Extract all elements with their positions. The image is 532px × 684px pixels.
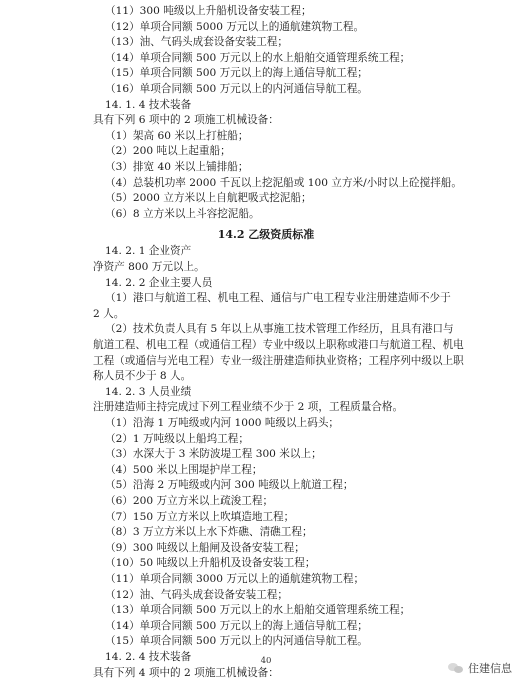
paragraph: 称人员不少于 8 人。 [93,370,192,383]
section-heading: 14. 2. 2 企业主要人员 [105,276,213,289]
list-item: （1）架高 60 米以上打桩船； [105,129,249,142]
paragraph: 具有下列 4 项中的 2 项施工机械设备： [93,666,279,679]
section-heading: 14. 2. 4 技术装备 [105,651,192,663]
paragraph: 2 人。 [93,307,125,320]
list-item: （9）300 吨级以上船闸及设备安装工程； [105,541,305,554]
list-item: （14）单项合同额 500 万元以上的海上通信导航工程； [105,619,368,632]
list-item: （13）油、气码头成套设备安装工程； [105,36,288,49]
list-item: （11）单项合同额 3000 万元以上的通航建筑物工程； [105,573,365,585]
list-item: （5）2000 立方米以上自航耙吸式挖泥船； [105,192,312,205]
list-item: （4）总装机功率 2000 千瓦以上挖泥船或 100 立方米/小时以上砼搅拌船。 [105,176,462,189]
list-item: （6）200 万立方米以上疏浚工程； [105,495,274,507]
section-heading: 14. 2. 3 人员业绩 [105,385,192,398]
list-item: （12）油、气码头成套设备安装工程； [105,588,288,601]
section-heading: 14. 2. 1 企业资产 [105,245,192,258]
list-item: （10）50 吨级以上升船机及设备安装工程； [105,557,316,570]
list-item: （8）3 万立方米以上水下炸礁、清礁工程； [105,526,313,539]
section-title: 14.2 乙级资质标准 [217,228,315,242]
list-item: （7）150 万立方米以上吹填造地工程； [105,510,295,523]
paragraph: 工程（或通信与光电工程）专业一级注册建造师执业资格；工程序列中级以上职 [93,354,464,367]
list-item: （16）单项合同额 500 万元以上的内河通信导航工程。 [105,83,368,95]
brand-watermark [448,660,512,676]
paragraph: 具有下列 6 项中的 2 项施工机械设备： [93,114,279,127]
list-item: （2）200 吨以上起重船； [105,145,231,158]
brand-name: 住建信息 [468,662,512,675]
list-item: （4）500 米以上围堤护岸工程； [105,463,263,476]
list-item: （12）单项合同额 5000 万元以上的通航建筑物工程。 [105,20,365,33]
list-item: （1）沿海 1 万吨级或内河 1000 吨级以上码头； [105,417,340,429]
paragraph: 净资产 800 万元以上。 [93,261,205,273]
list-item: （11）300 吨级以上升船机设备安装工程； [105,5,312,17]
paragraph: 航道工程、机电工程（或通信工程）专业中级以上职称或港口与航道工程、机电 [93,339,464,351]
list-item: （3）水深大于 3 米防波堤工程 300 米以上； [105,448,322,461]
list-item: （14）单项合同额 500 万元以上的水上船舶交通管理系统工程； [105,51,411,64]
list-item: （3）排宽 40 米以上铺排船； [105,161,249,173]
list-item: （6）8 立方米以上斗容挖泥船。 [105,207,260,220]
list-item: （13）单项合同额 500 万元以上的水上船舶交通管理系统工程； [105,604,411,617]
section-heading: 14. 1. 4 技术装备 [105,98,192,111]
list-item: （15）单项合同额 500 万元以上的海上通信导航工程； [105,67,368,80]
list-item: （2）1 万吨级以上船坞工程； [105,432,249,445]
paragraph: （2）技术负责人具有 5 年以上从事施工技术管理工作经历，且具有港口与 [105,323,454,336]
wechat-icon [448,662,464,674]
paragraph: （1）港口与航道工程、机电工程、通信与广电工程专业注册建造师不少于 [105,292,451,305]
paragraph: 注册建造师主持完成过下列工程业绩不少于 2 项，工程质量合格。 [93,401,404,414]
page-number: 40 [260,656,272,666]
list-item: （15）单项合同额 500 万元以上的内河通信导航工程。 [105,635,368,648]
list-item: （5）沿海 2 万吨级或内河 300 吨级以上航道工程； [105,479,354,492]
